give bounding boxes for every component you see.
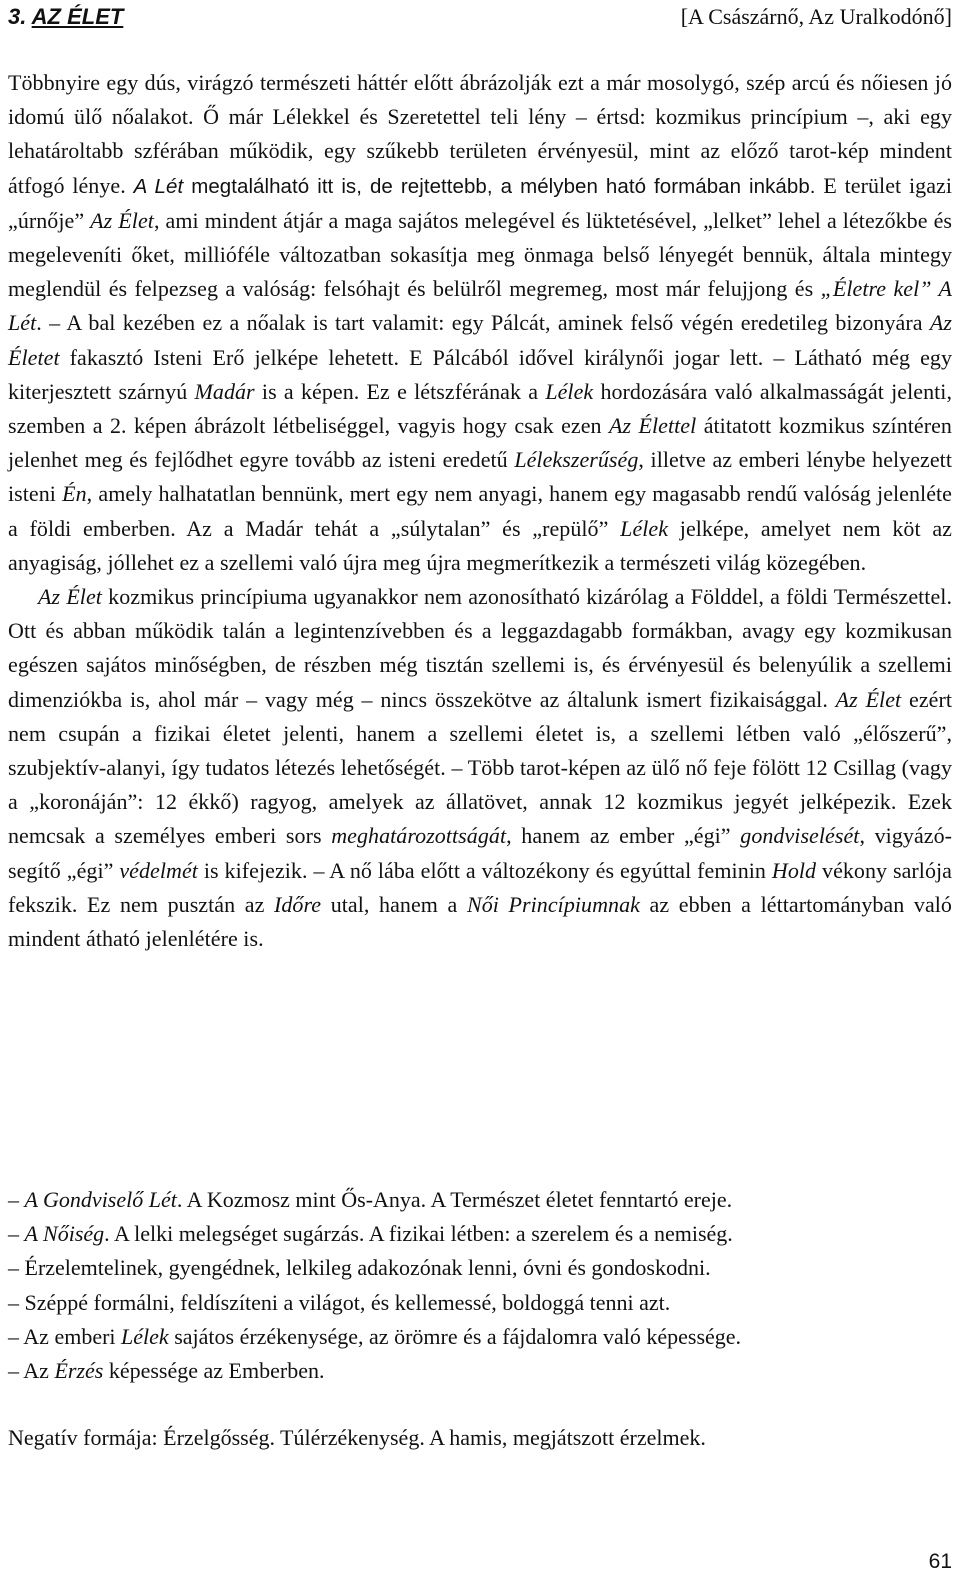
emphasis: Az Élettel	[609, 413, 697, 439]
list-item	[8, 1183, 952, 1217]
text-run: – Széppé formálni, feldíszíteni a világot, és kellemessé, boldoggá tenni azt.	[8, 1289, 671, 1315]
text-run: kozmikus princípiuma ugyanakkor nem azonosítható kizárólag a Földdel, a földi Természettel. Ott és abban működik talán a legintenzívebben és a leggazdagabb formákban, avagy egy kozmikusan egészen sajátos minőségben, de részben még tisztán szellemi is, és érvényesül és belenyúlik a szellemi dimenziókba is, ahol már – vagy még – nincs összekötve az általunk ismert fizikaisággal.	[8, 584, 952, 712]
body-text	[8, 66, 952, 956]
emphasis: A Lét	[133, 174, 184, 198]
text-run: az ebben a léttartományban való mindent átható jelenlétére is.	[8, 891, 952, 952]
text-run: jelképe, amelyet nem köt az anyagiság, jóllehet ez a szellemi való újra meg újra megmerítkezik a természeti világ közegében.	[8, 515, 952, 575]
paragraph-1	[8, 66, 952, 580]
emphasis: A Gondviselő Lét	[24, 1187, 177, 1212]
list-item	[8, 1217, 952, 1251]
emphasis: Érzés	[54, 1358, 104, 1384]
text-run: ezért nem csupán a fizikai életet jelenti, hanem a szellemi életet is, a szellemi létben való „élőszerű”, szubjektív-alanyi, így tudatos létezés lehetőségét. – Több tarot-képen az ülő nő feje fölött 12 Csillag (vagy a „koronáján”: 12 ékkő) ragyog, amelyek az állatövet, annak 12 kozmikus jegyét jelképezik. Ezek nemcsak a személyes emberi sors	[8, 686, 952, 849]
text-run: , amely halhatatlan bennünk, mert egy nem anyagi, hanem egy magasabb rendű valóság jelenléte a földi emberben. Az a Madár tehát a „súlytalan” és „repülő”	[8, 481, 952, 541]
emphasis: Lélek	[620, 515, 669, 541]
emphasis: meghatározottságát	[331, 823, 507, 849]
emphasis: Női Princípiumnak	[466, 891, 640, 917]
emphasis: Az Élet	[38, 584, 102, 610]
paragraph-2	[8, 580, 952, 956]
list-item	[8, 1251, 952, 1285]
emphasis: Az Élet	[90, 207, 154, 233]
text-run: fakasztó Isteni Erő jelképe lehetett. E Pálcából idővel királynői jogar lett. – Látható még egy kiterjesztett szárnyú	[8, 344, 952, 404]
text-run: átitatott kozmikus színtéren jelenhet meg és fejlődhet egyre tovább az isteni eredetű	[8, 413, 952, 473]
text-run: –	[8, 1187, 25, 1212]
page-header	[8, 2, 952, 32]
text-run: – Az	[8, 1358, 55, 1384]
chapter-subtitle: [A Császárnő, Az Uralkodónő]	[680, 4, 952, 29]
text-run: E terület igazi „úrnője”	[8, 172, 952, 233]
emphasis: gondviselését	[740, 823, 860, 849]
quality-list	[8, 1183, 952, 1388]
page-number: 61	[928, 1550, 952, 1573]
emphasis: Lélek	[121, 1323, 169, 1349]
list-item	[8, 1320, 952, 1354]
text-run: is kifejezik. – A nő lába előtt a változékony és egyúttal feminin	[197, 857, 772, 883]
emphasis: Lélek	[545, 378, 594, 404]
emphasis: Lélekszerűség	[514, 447, 639, 473]
text-run: . – A bal kezében ez a nőalak is tart valamit: egy Pálcát, aminek felső végén eredetileg bizonyára	[36, 310, 930, 336]
chapter-heading	[8, 2, 123, 32]
chapter-number: 3.	[8, 4, 27, 29]
text-run: sajátos érzékenysége, az örömre és a fájdalomra való képessége.	[168, 1323, 742, 1349]
text-run: is a képen. Ez e létszférának a	[254, 378, 546, 404]
emphasis: védelmét	[119, 857, 198, 883]
text-run: utal, hanem a	[321, 891, 467, 917]
text-run: –	[8, 1221, 25, 1247]
emphasis: A Nőiség	[24, 1221, 105, 1247]
text-run: megtalálható itt is, de rejtettebb, a mélyben ható formában inkább.	[183, 174, 816, 198]
emphasis: „Életre kel” A Lét	[8, 276, 953, 336]
text-run: , vigyázó-segítő „égi”	[8, 823, 952, 883]
emphasis: Hold	[771, 857, 817, 883]
emphasis: Én	[62, 481, 87, 507]
text-run: – Az emberi	[8, 1323, 122, 1349]
text-run: , hanem az ember „égi”	[506, 823, 741, 849]
negative-form: Negatív formája: Érzelgősség. Túlérzékenység. A hamis, megjátszott érzelmek.	[8, 1425, 706, 1450]
list-item	[8, 1286, 952, 1320]
emphasis: Madár	[194, 378, 255, 404]
emphasis: Időre	[274, 891, 322, 917]
text-run: hordozására való alkalmasságát jelenti, szemben a 2. képen ábrázolt létbeliséggel, vagyis hogy csak ezen	[8, 378, 953, 439]
text-run: képessége az Emberben.	[103, 1358, 325, 1384]
text-run: – Érzelemtelinek, gyengédnek, lelkileg adakozónak lenni, óvni és gondoskodni.	[8, 1255, 711, 1281]
emphasis: Az Élet	[835, 686, 902, 712]
list-item	[8, 1354, 952, 1388]
text-run: , ami mindent átjár a maga sajátos melegével és lüktetésével, „lelket” lehel a létezőkbe és megeleveníti őket, millióféle változatban sokasítja meg önmaga belső lényegét bennük, általa mintegy meglendül és felpezseg a valóság: felsóhajt és belülről megremeg, most már felujjong és	[8, 207, 952, 302]
text-run: Többnyire egy dús, virágzó természeti háttér előtt ábrázolják ezt a már mosolygó, szép arcú és nőiesen jó idomú ülő nőalakot. Ő már Lélekkel és Szeretettel teli lény – értsd: kozmikus princípium –, aki egy lehatároltabb szférában működik, egy szűkebb területen érvényesül, mint az előző tarot-kép mindent átfogó lénye.	[8, 70, 952, 198]
text-run: vékony sarlója fekszik. Ez nem pusztán az	[8, 857, 952, 917]
text-run: . A Kozmosz mint Ős-Anya. A Természet életet fenntartó ereje.	[176, 1187, 733, 1212]
text-run: . A lelki melegséget sugárzás. A fizikai létben: a szerelem és a nemiség.	[104, 1221, 733, 1247]
emphasis: Az Életet	[8, 310, 952, 370]
text-run: , illetve az emberi lénybe helyezett isteni	[8, 447, 952, 507]
chapter-title: AZ ÉLET	[31, 4, 124, 29]
